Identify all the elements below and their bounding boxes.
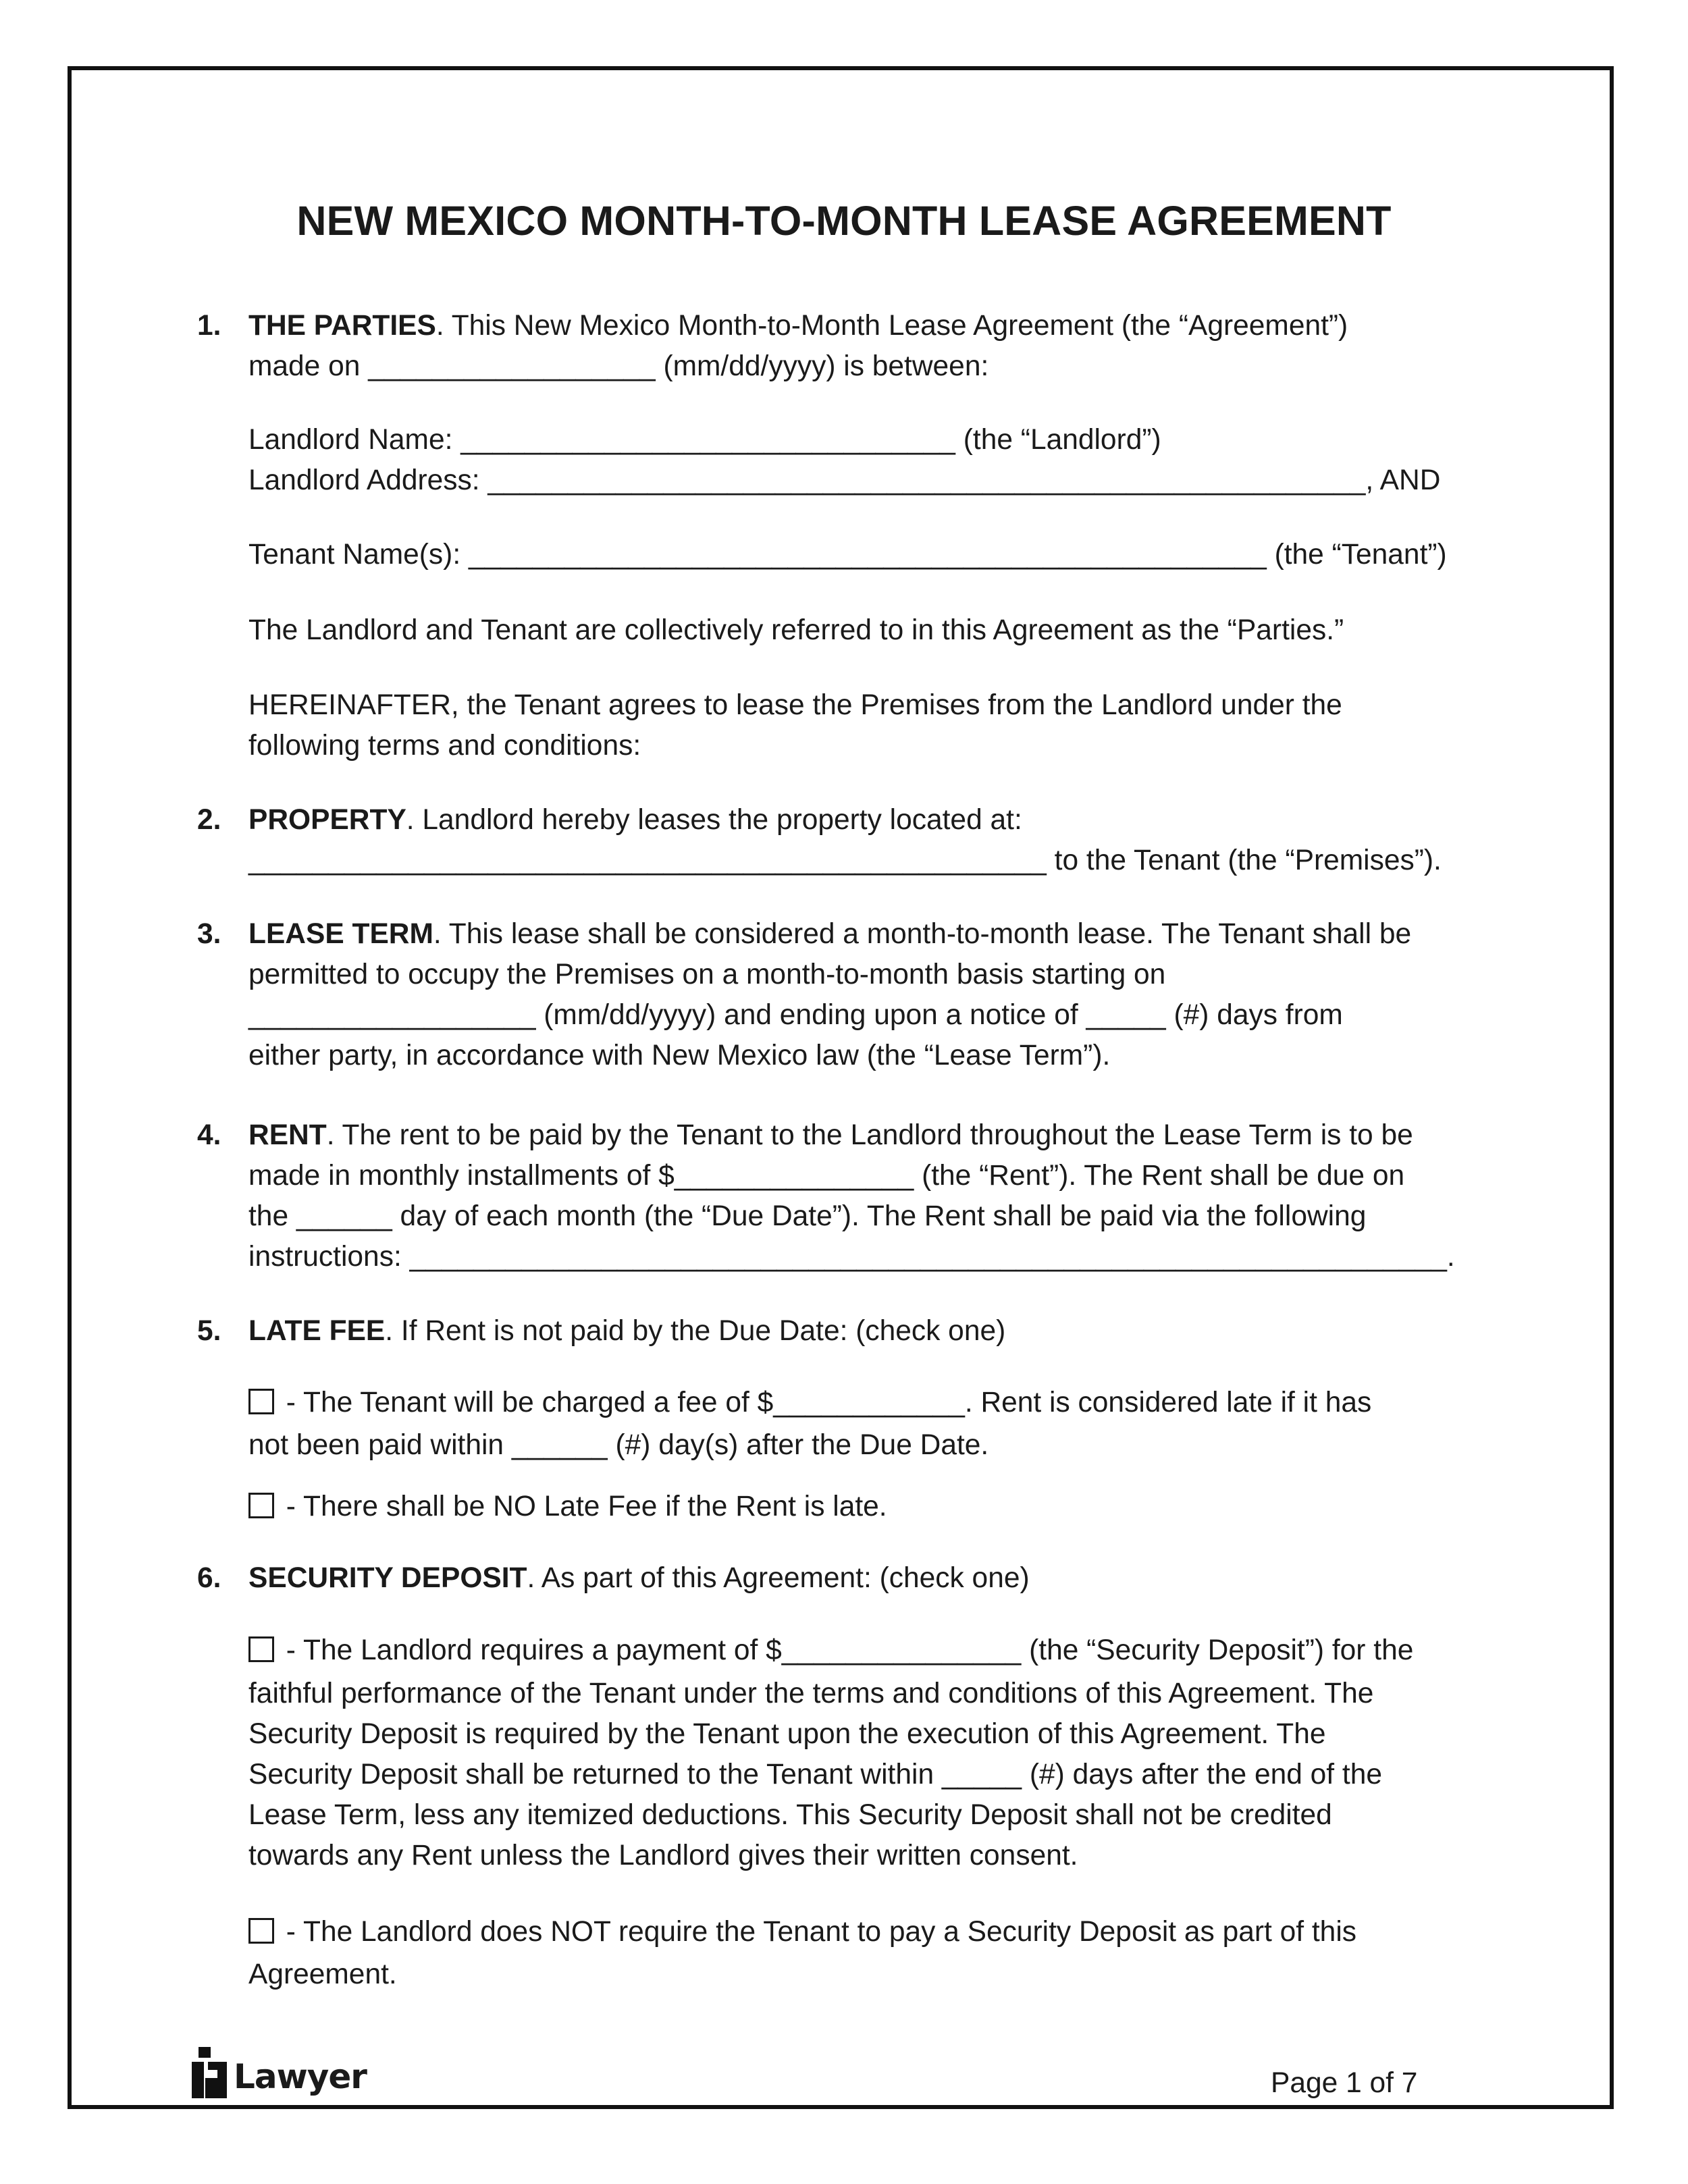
late-fee-option-1-line-2: not been paid within ______ (#) day(s) after the Due Date.: [248, 1429, 989, 1461]
section-number: 5.: [197, 1315, 221, 1347]
section-number: 4.: [197, 1119, 221, 1151]
security-deposit-required-checkbox[interactable]: [248, 1636, 274, 1662]
hereinafter-line-2: following terms and conditions:: [248, 730, 641, 762]
section-text: . The rent to be paid by the Tenant to the Landlord throughout the Lease Term is to be: [326, 1119, 1413, 1151]
section-heading: THE PARTIES: [248, 310, 436, 342]
document-title: NEW MEXICO MONTH-TO-MONTH LEASE AGREEMENT: [296, 198, 1392, 244]
option-text: - There shall be NO Late Fee if the Rent is late.: [278, 1491, 887, 1522]
option-text: - The Landlord requires a payment of $_______________ (the “Security Deposit”) for the: [278, 1634, 1414, 1666]
hereinafter-line-1: HEREINAFTER, the Tenant agrees to lease the Premises from the Landlord under the: [248, 689, 1342, 721]
security-deposit-option-1: [248, 1634, 1413, 1668]
section-3-line-4: either party, in accordance with New Mexico law (the “Lease Term”).: [248, 1040, 1111, 1071]
section-number: 1.: [197, 310, 221, 342]
option-text: - The Landlord does NOT require the Tenant to pay a Security Deposit as part of this: [278, 1916, 1357, 1948]
late-fee-option-2: [248, 1490, 887, 1524]
section-6-line-1: [248, 1562, 1030, 1595]
section-3-line-1: [248, 917, 1411, 951]
security-deposit-option-2: [248, 1915, 1356, 1949]
security-deposit-option-2-line-2: Agreement.: [248, 1959, 397, 1990]
logo-wordmark: Lawyer: [234, 2057, 367, 2096]
section-heading: PROPERTY: [248, 804, 406, 836]
section-number: 2.: [197, 804, 221, 836]
section-heading: LATE FEE: [248, 1315, 386, 1347]
section-5-line-1: [248, 1314, 1005, 1348]
option-text: - The Tenant will be charged a fee of $____________. Rent is considered late if it has: [278, 1387, 1372, 1418]
section-heading: LEASE TERM: [248, 918, 433, 950]
section-3-line-2: permitted to occupy the Premises on a month-to-month basis starting on: [248, 959, 1166, 990]
no-late-fee-checkbox[interactable]: [248, 1493, 274, 1518]
section-1-line-1: [248, 309, 1348, 343]
security-deposit-line-5: Lease Term, less any itemized deductions. This Security Deposit shall not be credited: [248, 1799, 1332, 1831]
premises-address-line: __________________________________________________ to the Tenant (the “Premises”).: [248, 845, 1442, 876]
agreement-date-line: made on __________________ (mm/dd/yyyy) is between:: [248, 350, 989, 382]
section-4-line-3: the ______ day of each month (the “Due Date”). The Rent shall be paid via the following: [248, 1200, 1367, 1232]
section-4-line-4: instructions: _________________________________________________________________.: [248, 1241, 1455, 1273]
page-number: Page 1 of 7: [1271, 2067, 1418, 2099]
security-deposit-line-6: towards any Rent unless the Landlord gives their written consent.: [248, 1840, 1078, 1871]
section-text: . This lease shall be considered a month-to-month lease. The Tenant shall be: [433, 918, 1412, 950]
late-fee-charge-checkbox[interactable]: [248, 1389, 274, 1414]
no-security-deposit-checkbox[interactable]: [248, 1918, 274, 1944]
parties-definition: The Landlord and Tenant are collectively referred to in this Agreement as the “Parties.”: [248, 614, 1344, 646]
tenant-name-line: Tenant Name(s): __________________________________________________ (the “Tenant”): [248, 539, 1447, 570]
landlord-address-line: Landlord Address: _______________________________________________________, AND: [248, 464, 1441, 496]
section-number: 6.: [197, 1562, 221, 1594]
section-number: 3.: [197, 918, 221, 950]
section-text: . As part of this Agreement: (check one): [527, 1562, 1030, 1594]
section-text: . Landlord hereby leases the property located at:: [406, 804, 1022, 836]
section-text: . This New Mexico Month-to-Month Lease Agreement (the “Agreement”): [436, 310, 1348, 342]
landlord-name-line: Landlord Name: _______________________________ (the “Landlord”): [248, 424, 1161, 456]
section-2-line-1: [248, 803, 1022, 837]
section-4-line-2: made in monthly installments of $_______________ (the “Rent”). The Rent shall be due on: [248, 1160, 1405, 1192]
security-deposit-line-4: Security Deposit shall be returned to the Tenant within _____ (#) days after the end of the: [248, 1759, 1382, 1790]
late-fee-option-1: [248, 1386, 1371, 1420]
section-text: . If Rent is not paid by the Due Date: (check one): [385, 1315, 1006, 1347]
section-4-line-1: [248, 1119, 1413, 1152]
ai-logo-icon: [190, 2046, 231, 2100]
security-deposit-line-2: faithful performance of the Tenant under the terms and conditions of this Agreement. The: [248, 1678, 1374, 1709]
section-heading: SECURITY DEPOSIT: [248, 1562, 527, 1594]
security-deposit-line-3: Security Deposit is required by the Tenant upon the execution of this Agreement. The: [248, 1718, 1326, 1750]
section-heading: RENT: [248, 1119, 327, 1151]
section-3-line-3: __________________ (mm/dd/yyyy) and ending upon a notice of _____ (#) days from: [248, 999, 1343, 1031]
